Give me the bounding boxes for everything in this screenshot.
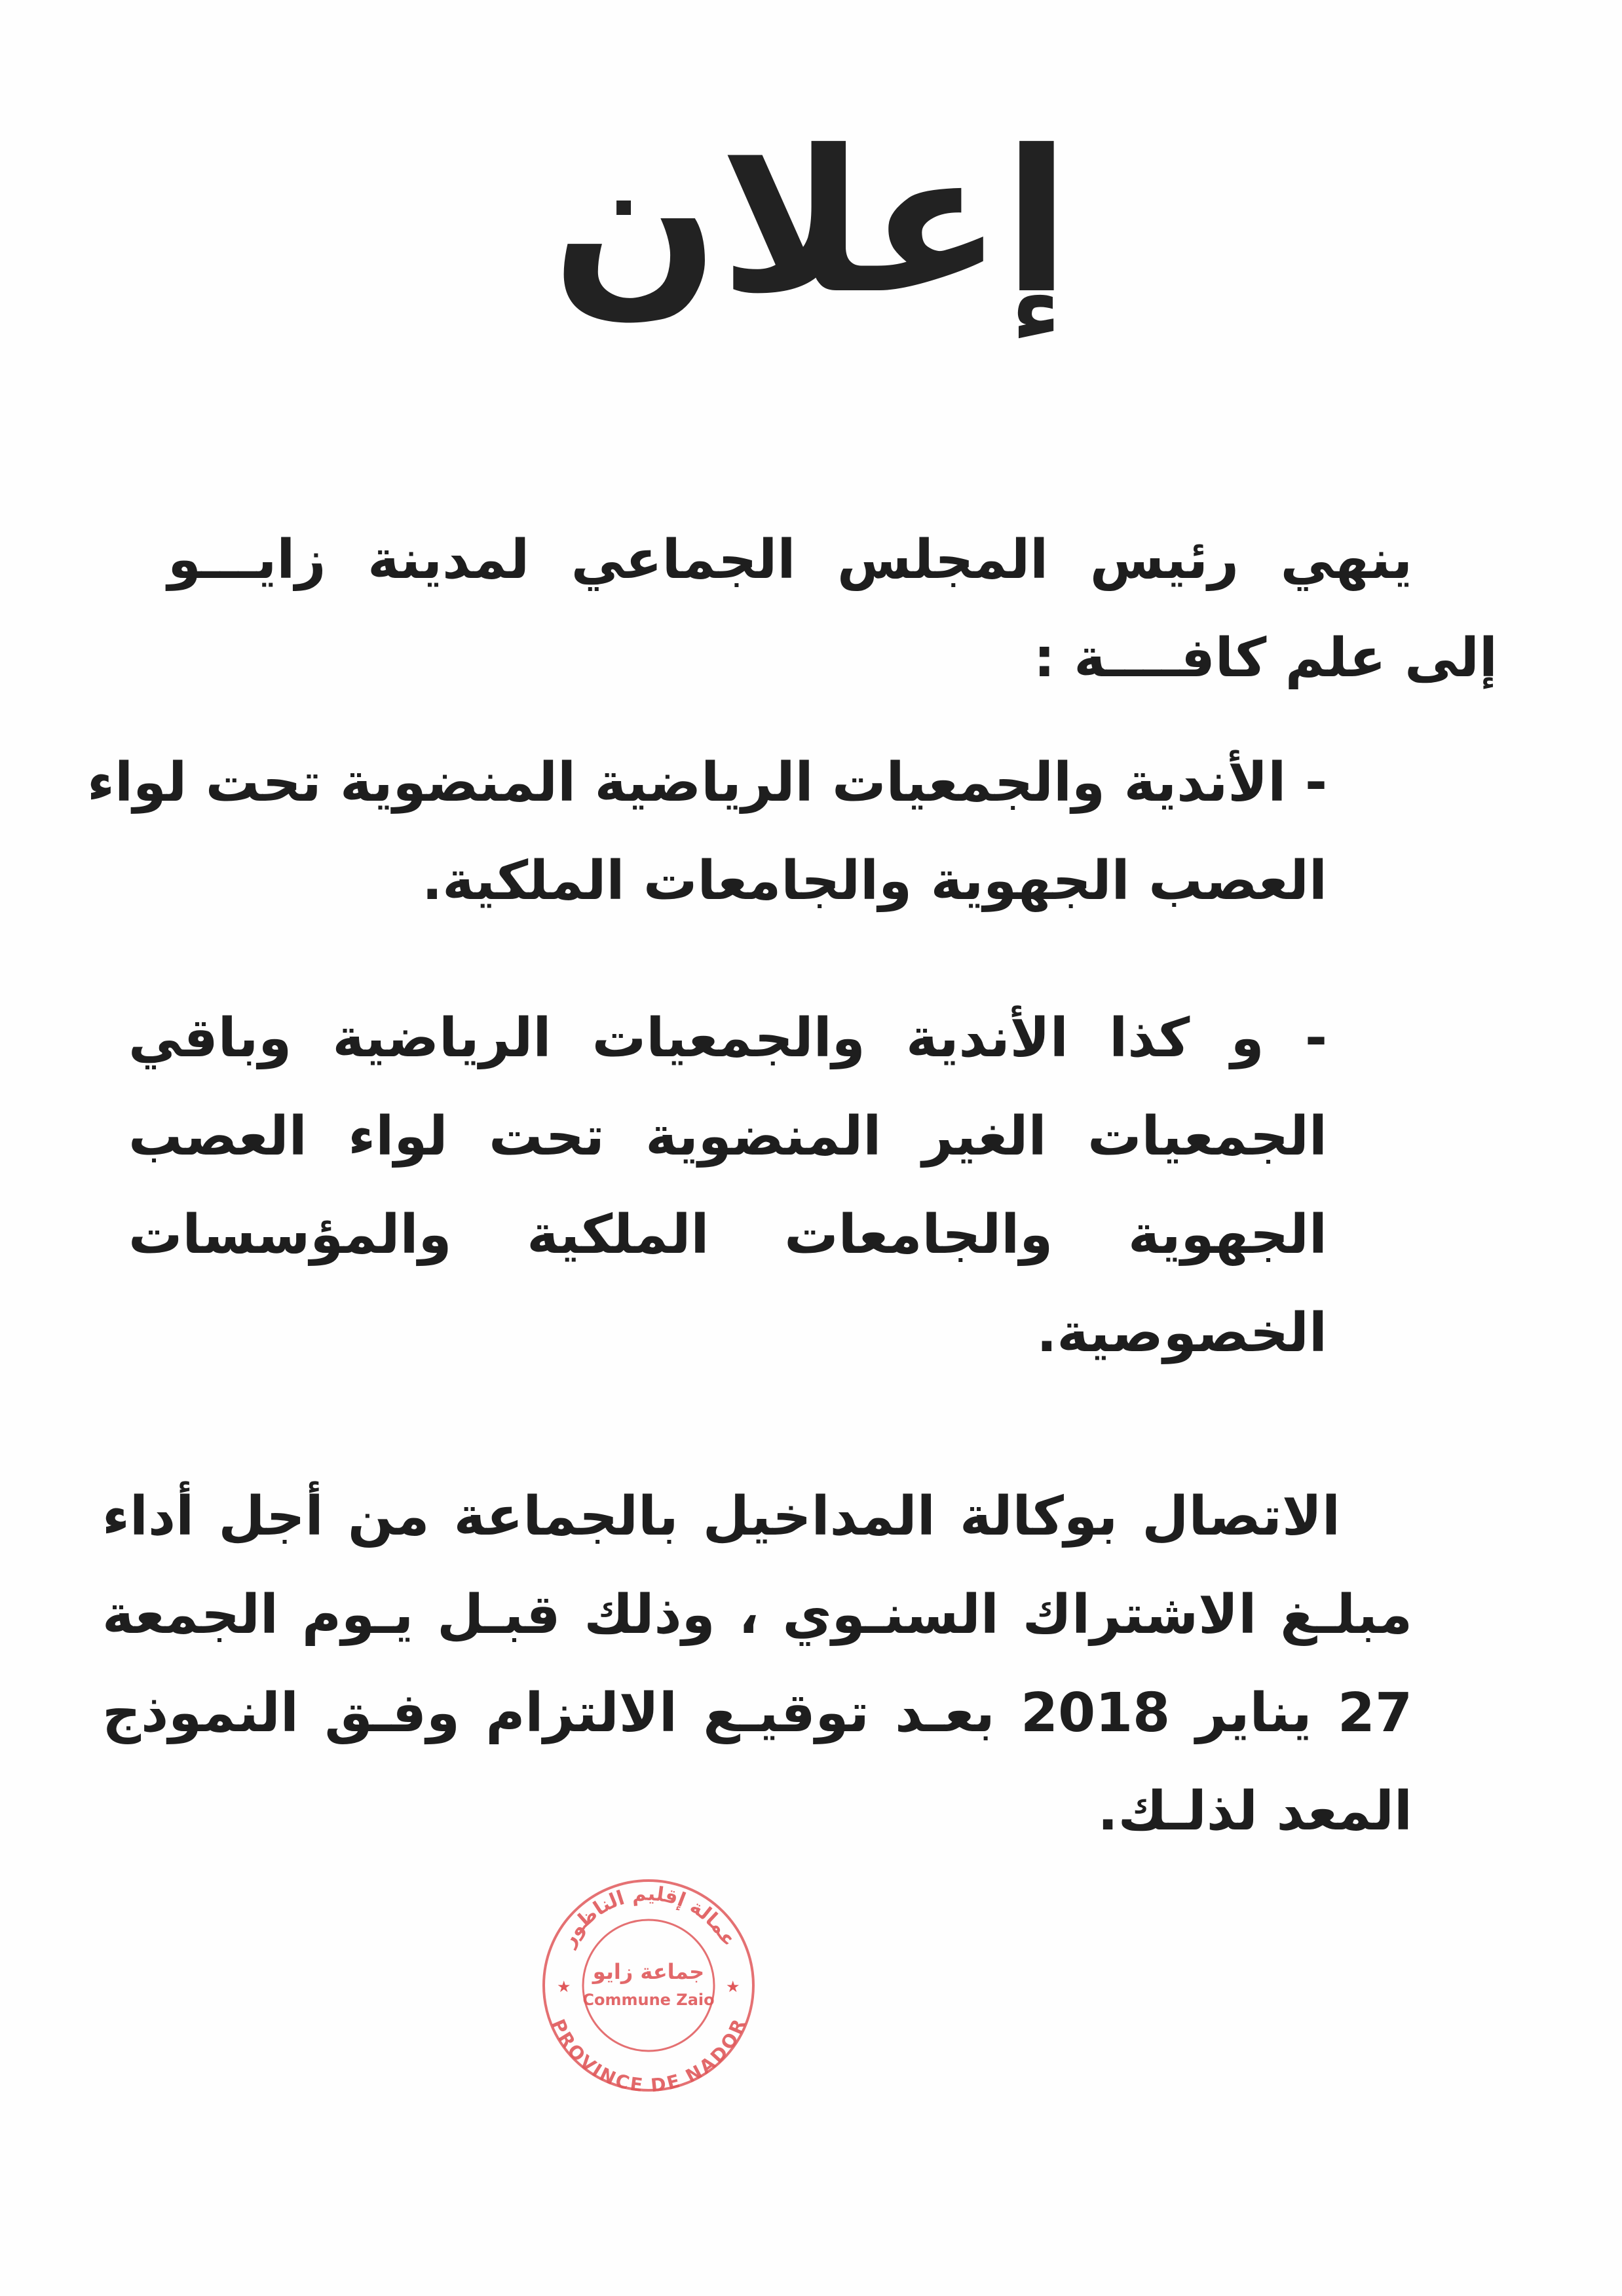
official-stamp [537,1874,760,2097]
contact-line-2: مبلـغ الاشتراك السنـوي ، وذلك قبـل يـوم الجمعة [102,1584,1412,1646]
svg-text:عمالة إقليم الناظور [556,1883,741,1952]
contact-line-1: الاتصال بوكالة المداخيل بالجماعة من أجل أداء [102,1485,1340,1548]
bullet-2-line-2: الجمعيات الغير المنضوية تحت لواء العصب [128,1105,1327,1168]
page-title: إعلان [552,108,1070,337]
stamp-outer-bottom-text: PROVINCE DE NADOR [547,2016,750,2097]
bullet-item-2 [128,989,1327,1383]
bullet-1-line-2: العصب الجهوية والجامعات الملكية. [422,850,1327,912]
bullet-2-line-3: الجهوية والجامعات الملكية والمؤسسات [128,1204,1327,1266]
intro-line-1: ينهي رئيس المجلس الجماعي لمدينة زايـــو [168,529,1412,591]
stamp-inner-ring [583,1920,714,2051]
svg-text:PROVINCE DE NADOR [547,2016,750,2097]
stamp-inner-arabic: جماعة زايو [592,1959,705,1984]
bullet-1-line-1: - الأندية والجمعيات الرياضية المنضوية تحت لواء [87,752,1327,814]
intro-paragraph [168,511,1498,708]
contact-paragraph [102,1468,1412,1861]
stamp-outer-top-text: عمالة إقليم الناظور [556,1882,741,1951]
bullet-item-1 [87,734,1327,930]
bullet-2-line-4: الخصوصية. [1036,1302,1327,1364]
contact-line-3: 27 يناير 2018 بعـد توقيـع الالتزام وفـق النموذج [102,1682,1413,1744]
stamp-star-right: ★ [726,1978,740,1996]
bullet-2-line-1: - و كذا الأندية والجمعيات الرياضية وباقي [128,1007,1327,1069]
intro-line-2: إلى علم كافــــة : [1033,627,1498,689]
stamp-inner-latin: Commune Zaio [582,1991,715,2009]
contact-line-4: المعد لذلـك. [1097,1780,1412,1843]
stamp-star-left: ★ [557,1978,571,1996]
